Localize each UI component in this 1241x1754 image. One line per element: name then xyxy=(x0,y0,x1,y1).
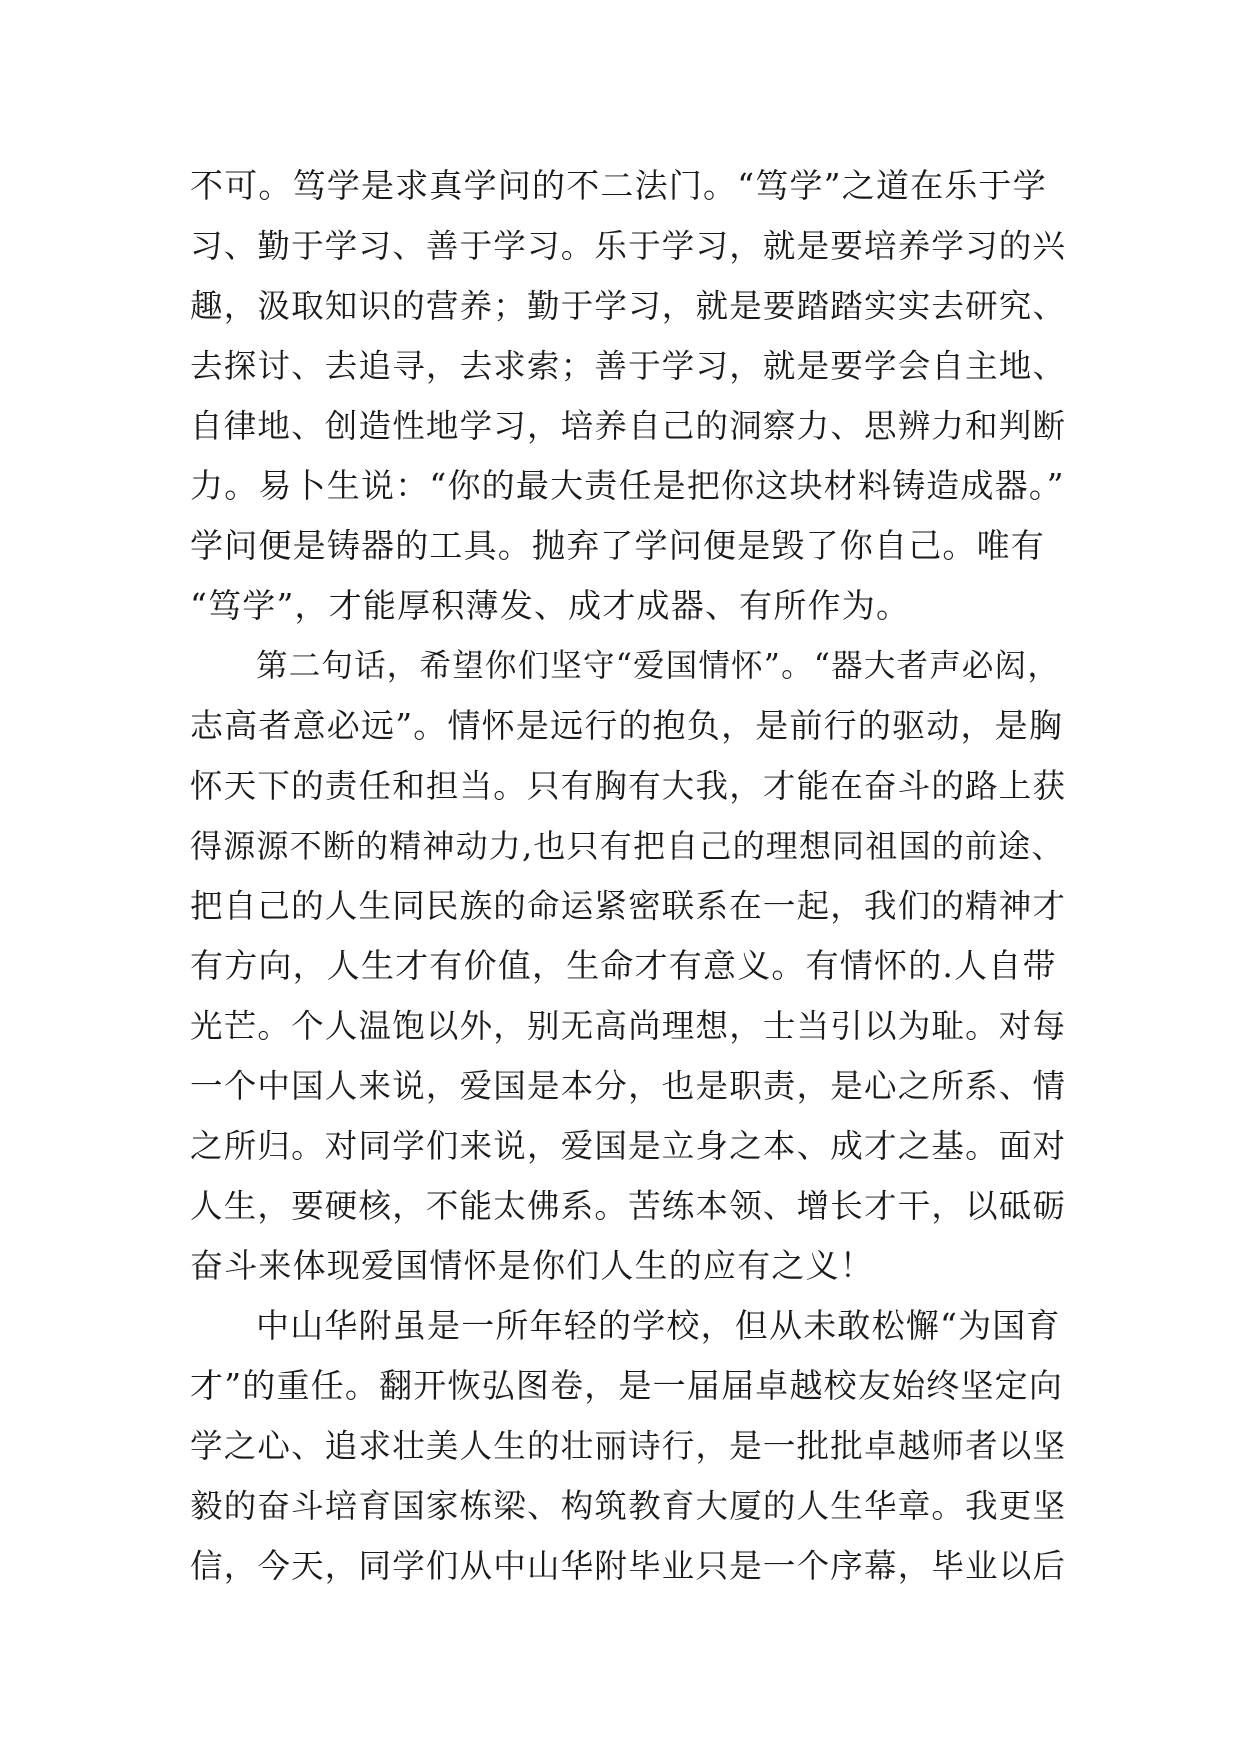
text-line: 光芒。个人温饱以外，别无高尚理想，士当引以为耻。对每 xyxy=(190,1007,1067,1045)
text-line: 得源源不断的精神动力,也只有把自己的理想同祖国的前途、 xyxy=(190,827,1065,865)
text-line: 学之心、追求壮美人生的壮丽诗行，是一批批卓越师者以坚 xyxy=(190,1427,1067,1465)
text-line: “笃学”，才能厚积薄发、成才成器、有所作为。 xyxy=(190,586,911,625)
text-line: 才”的重任。翻开恢弘图卷，是一届届卓越校友始终坚定向 xyxy=(190,1366,1064,1405)
paragraph-first-line: 第二句话，希望你们坚守“爱国情怀”。“器大者声必闳， xyxy=(256,648,1061,684)
paragraph-first-line: 中山华附虽是一所年轻的学校，但从未敢松懈“为国育 xyxy=(256,1306,1061,1345)
text-line: 之所归。对同学们来说，爱国是立身之本、成才之基。面对 xyxy=(190,1127,1067,1165)
text-line: 人生，要硬核，不能太佛系。苦练本领、增长才干，以砥砺 xyxy=(190,1187,1067,1225)
text-line: 不可。笃学是求真学问的不二法门。“笃学”之道在乐于学 xyxy=(190,166,1047,205)
text-line: 去探讨、去追寻，去求索；善于学习，就是要学会自主地、 xyxy=(190,347,1067,385)
text-line: 力。易卜生说：“你的最大责任是把你这块材料铸造成器。” xyxy=(190,466,1065,505)
text-line: 志高者意必远”。情怀是远行的抱负，是前行的驱动，是胸 xyxy=(190,706,1064,745)
text-line: 一个中国人来说，爱国是本分，也是职责，是心之所系、情 xyxy=(190,1067,1067,1105)
text-line: 趣，汲取知识的营养；勤于学习，就是要踏踏实实去研究、 xyxy=(190,287,1067,325)
text-line: 毅的奋斗培育国家栋梁、构筑教育大厦的人生华章。我更坚 xyxy=(190,1487,1067,1525)
text-line: 学问便是铸器的工具。抛弃了学问便是毁了你自己。唯有 xyxy=(190,526,1045,565)
text-line: 把自己的人生同民族的命运紧密联系在一起，我们的精神才 xyxy=(190,887,1067,925)
text-line: 自律地、创造性地学习，培养自己的洞察力、思辨力和判断 xyxy=(190,407,1067,445)
text-line: 怀天下的责任和担当。只有胸有大我，才能在奋斗的路上获 xyxy=(190,767,1067,805)
text-line: 奋斗来体现爱国情怀是你们人生的应有之义！ xyxy=(190,1246,874,1285)
document-body xyxy=(190,156,1070,1596)
text-line: 有方向，人生才有价值，生命才有意义。有情怀的.人自带 xyxy=(190,946,1057,985)
text-line: 信，今天，同学们从中山华附毕业只是一个序幕，毕业以后 xyxy=(190,1547,1067,1585)
text-line: 习、勤于学习、善于学习。乐于学习，就是要培养学习的兴 xyxy=(190,227,1067,265)
